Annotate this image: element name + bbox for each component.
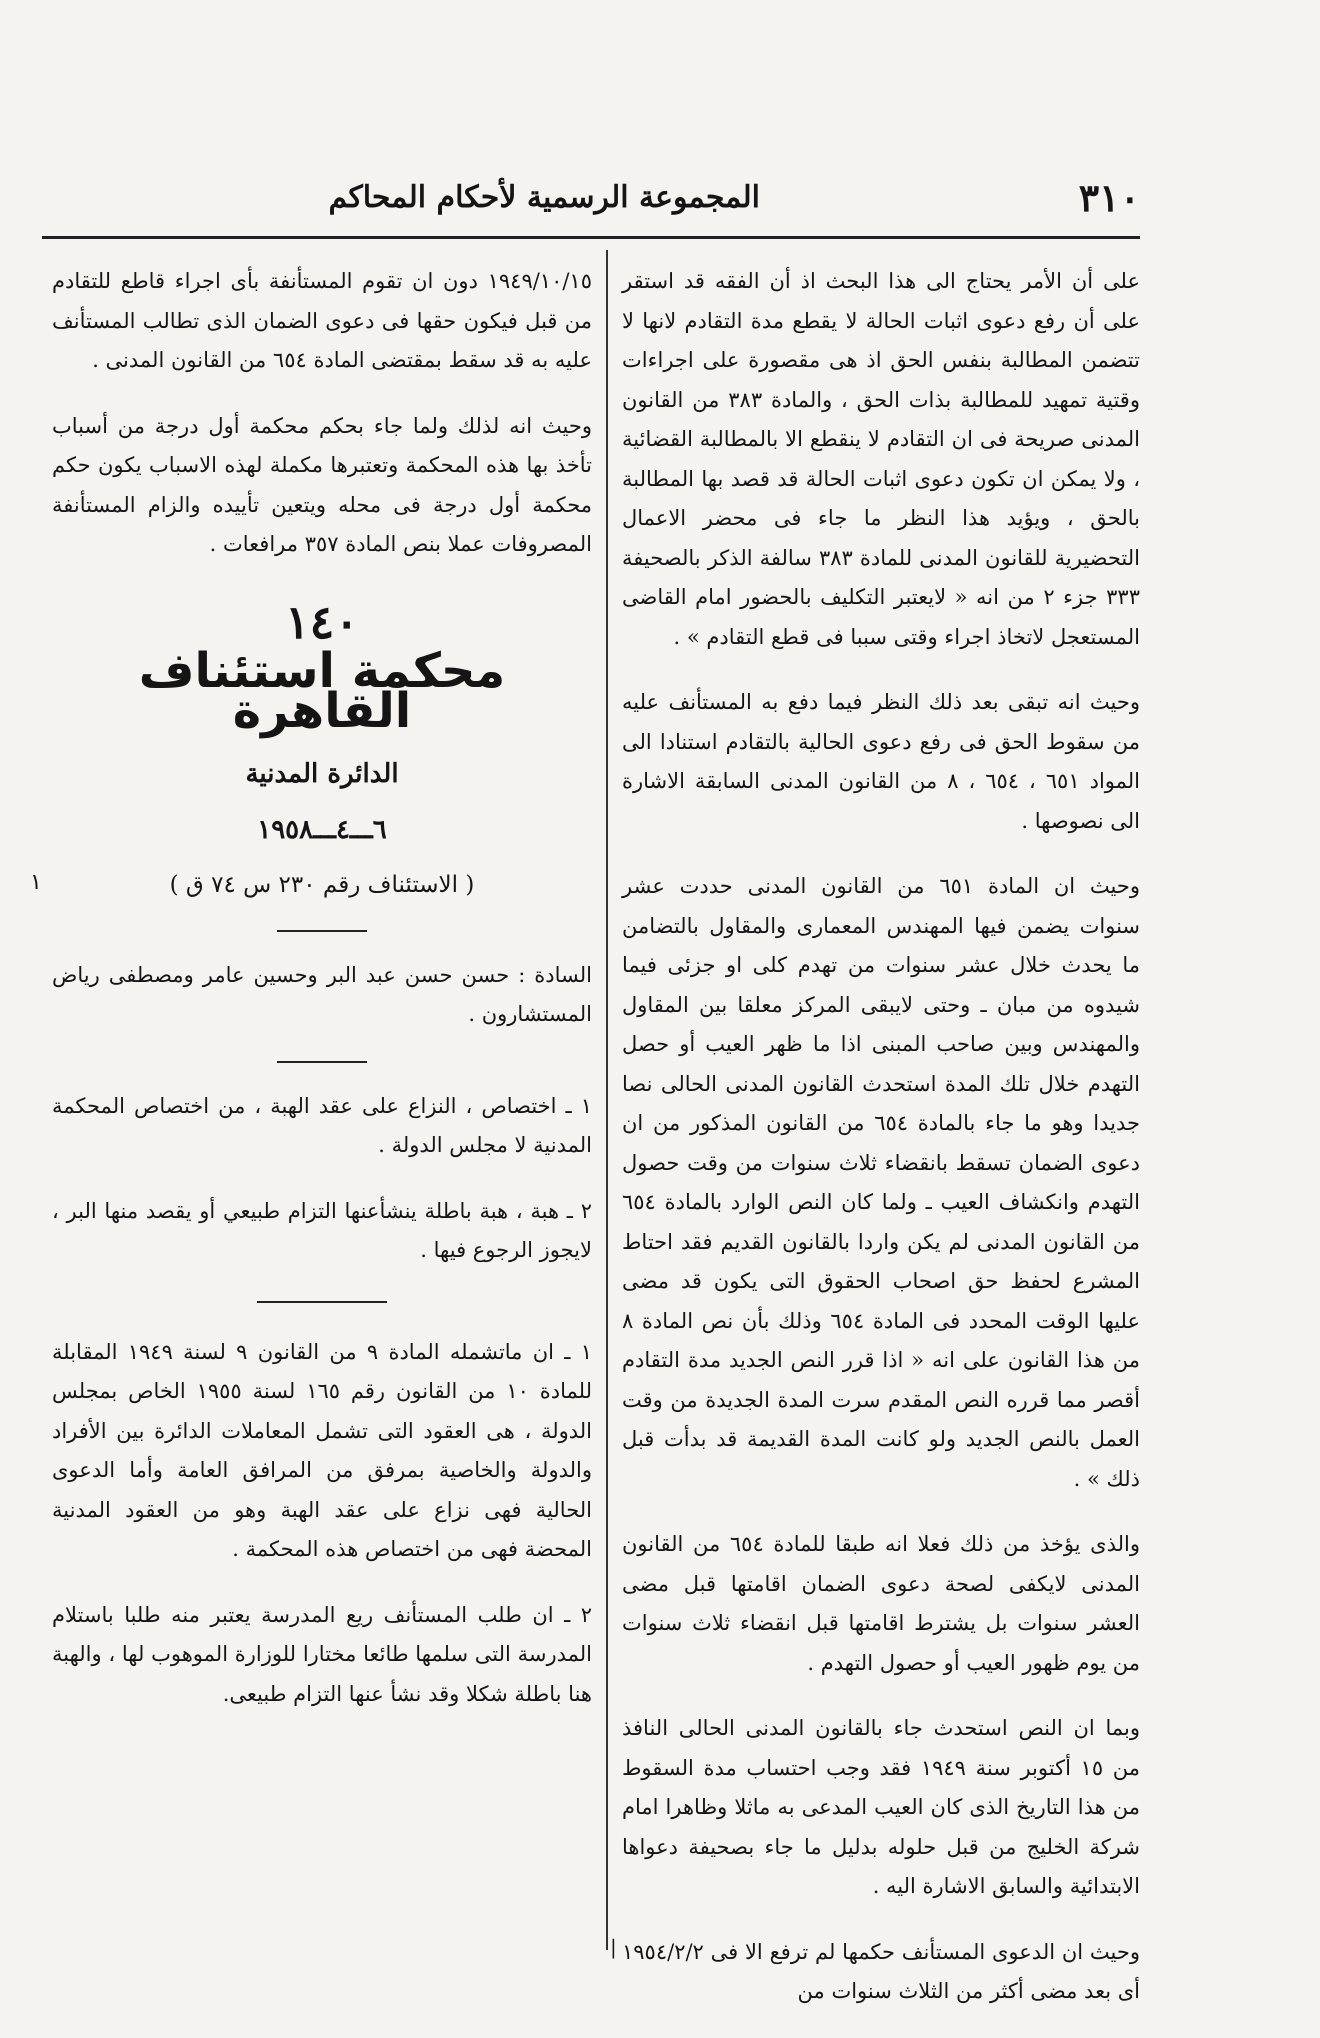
page-number: ٣١٠ [1078,174,1140,220]
margin-number: ١ [30,870,42,895]
paragraph: وحيث ان المادة ٦٥١ من القانون المدنى حددت عشر سنوات يضمن فيها المهندس المعمارى والمقاول بالتضامن ما يحدث خلال عشر سنوات من تهدم كلى او جزئى فيما شيدوه من مبان ـ وحتى لايبقى المركز معلقا بين المقاول والمهندس وبين صاحب المبنى اذا ما ظهر العيب أو حصل التهدم خلال تلك المدة استحدث القانون المدنى الحالى نصا جديدا وهو ما جاء بالمادة ٦٥٤ من القانون المذكور من ان دعوى الضمان تسقط بانقضاء ثلاث سنوات من وقت حصول التهدم وانكشاف العيب ـ ولما كان النص الوارد بالمادة ٦٥٤ من القانون المدنى لم يكن واردا بالقانون القديم فقد احتاط المشرع لحفظ حق اصحاب الحقوق التى يكون قد مضى عليها الوقت المحدد فى المادة ٦٥٤ وذلك بأن نص المادة ٨ من هذا القانون على انه « اذا قرر النص الجديد مدة التقادم أقصر مما قرره النص المقدم سرت المدة الجديدة من وقت العمل بالنص الجديد ولو كانت المدة القديمة قد بدأت قبل ذلك » . [622,874,1141,1491]
court-name: محكمة استئناف القاهرة [138,643,506,739]
paragraph: وحيث انه لذلك ولما جاء بحكم محكمة أول درجة من أسباب تأخذ بها هذه المحكمة وتعتبرها مكملة لهذه الاسباب يكون حكم محكمة أول درجة فى محله ويتعين تأييده والزام المستأنفة المصروفات عملا بنص المادة ٣٥٧ مرافعات . [52,413,592,556]
column-divider [606,250,608,1950]
judgment-date: ٦ـــ٤ـــ١٩٥٨ [257,814,387,845]
separator-rule [277,930,367,932]
summary-item: ٢ ـ هبة ، هبة باطلة ينشأعنها التزام طبيعي أو يقصد منها البر ، لايجوز الرجوع فيها . [52,1198,592,1262]
summary-item: ١ ـ اختصاص ، النزاع على عقد الهبة ، من اختصاص المحكمة المدنية لا مجلس الدولة . [52,1093,592,1157]
running-title: المجموعة الرسمية لأحكام المحاكم [328,179,760,215]
left-column [52,262,592,1740]
paragraph: والذى يؤخذ من ذلك فعلا انه طبقا للمادة ٦٥٤ من القانون المدنى لايكفى لصحة دعوى الضمان اقامتها قبل مضى العشر سنوات بل يشترط اقامتها قبل انقضاء ثلاث سنوات من يوم ظهور العيب أو حصول التهدم . [622,1532,1140,1675]
right-column [622,262,1140,2038]
appeal-number: ( الاستئناف رقم ٢٣٠ س ٧٤ ق ) [169,872,475,898]
judges-line: السادة : حسن حسن عبد البر وحسين عامر ومصطفى رياض المستشارون . [52,962,592,1026]
paragraph: وحيث انه تبقى بعد ذلك النظر فيما دفع به المستأنف عليه من سقوط الحق فى رفع دعوى الحالية بالتقادم استنادا الى المواد ٦٥١ ، ٦٥٤ ، ٨ من القانون المدنى السابقة الاشارة الى نصوصها . [622,690,1140,833]
holding-paragraph: ٢ ـ ان طلب المستأنف ريع المدرسة يعتبر منه طلبا باستلام المدرسة التى سلمها طائعا مختارا للوزارة الموهوب لها ، والهبة هنا باطلة شكلا وقد نشأ عنها التزام طبيعى. [52,1602,592,1706]
case-number: ١٤٠ [284,594,360,649]
paragraph: على أن الأمر يحتاج الى هذا البحث اذ أن الفقه قد استقر على أن رفع دعوى اثبات الحالة لا يقطع مدة التقادم لانها لا تتضمن المطالبة بنفس الحق اذ هى مقصورة على اجراءات وقتية تمهيد للمطالبة بذات الحق ، والمادة ٣٨٣ من القانون المدنى صريحة فى ان التقادم لا ينقطع الا بالمطالبة القضائية ، ولا يمكن ان تكون دعوى اثبات الحالة قد قصد بها المطالبة بالحق ، ويؤيد هذا النظر ما جاء فى محضر الاعمال التحضيرية للقانون المدنى للمادة ٣٨٣ سالفة الذكر بالصحيفة ٣٣٣ جزء ٢ من انه « لايعتبر التكليف بالحضور امام القاضى المستعجل لاتخاذ اجراء وقتى سببا فى قطع التقادم » . [622,269,1140,649]
separator-rule [257,1301,387,1303]
paragraph: وبما ان النص استحدث جاء بالقانون المدنى الحالى النافذ من ١٥ أكتوبر سنة ١٩٤٩ فقد وجب احتساب مدة السقوط من هذا التاريخ الذى كان العيب المدعى به ماثلا وظاهرا امام شركة الخليج من قبل حلوله بدليل ما جاء بصحيفة دعواها الابتدائية والسابق الاشارة اليه . [622,1716,1140,1898]
bottom-mark: | [610,1935,617,1959]
paragraph: وحيث ان الدعوى المستأنف حكمها لم ترفع الا فى ١٩٥٤/٢/٢ أى بعد مضى أكثر من الثلاث سنوات من [622,1939,1140,2003]
holding-paragraph: ١ ـ ان ماتشمله المادة ٩ من القانون ٩ لسنة ١٩٤٩ المقابلة للمادة ١٠ من القانون رقم ١٦٥ لسنة ١٩٥٥ الخاص بمجلس الدولة ، هى العقود التى تشمل المعاملات الدائرة بين الأفراد والدولة والخاصية بمرفق من المرافق العامة وأما الدعوى الحالية فهى نزاع على عقد الهبة وهو من العقود المدنية المحضة فهى من اختصاص هذه المحكمة . [52,1339,592,1561]
separator-rule [277,1061,367,1063]
paragraph: ١٩٤٩/١٠/١٥ دون ان تقوم المستأنفة بأى اجراء قاطع للتقادم من قبل فيكون حقها فى دعوى الضمان الذى تطالب المستأنف عليه به قد سقط بمقتضى المادة ٦٥٤ من القانون المدنى . [52,269,592,372]
header-rule [42,236,1140,239]
page-header [40,172,1140,222]
circuit-name: الدائرة المدنية [245,759,399,789]
